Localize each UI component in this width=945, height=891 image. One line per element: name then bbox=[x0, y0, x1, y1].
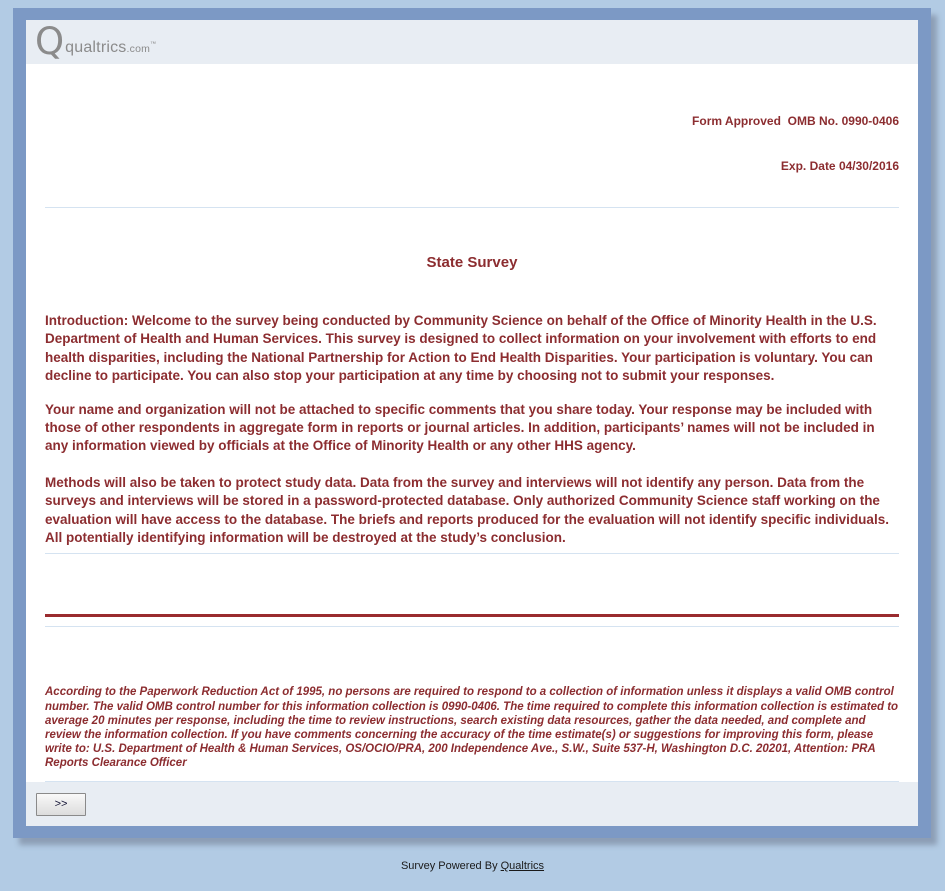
intro-paragraph-1: Introduction: Welcome to the survey being conducted by Community Science on behalf of the Office of Minority Health in the U.S. Department of Health and Human Services. This survey is designed to collect information on your involvement with efforts to end health disparities, including the National Partnership for Action to End Health Disparities. Your participation is voluntary. You can decline to participate. You can also stop your participation at any time by choosing not to submit your responses. bbox=[45, 313, 877, 384]
page-title: State Survey bbox=[426, 254, 518, 271]
qualtrics-logo-text: qualtrics.com™ bbox=[65, 38, 157, 56]
divider-light-2 bbox=[45, 626, 899, 627]
divider-header bbox=[45, 207, 899, 208]
survey-frame bbox=[13, 8, 931, 838]
form-approval-line2: Exp. Date 04/30/2016 bbox=[780, 159, 899, 173]
qualtrics-logo-tld: .com bbox=[126, 42, 151, 55]
footer-band bbox=[26, 782, 918, 826]
divider-red bbox=[45, 614, 899, 617]
intro-paragraph-3: Methods will also be taken to protect study data. Data from the survey and interviews will not identify any person. Data from the surveys and interviews will be stored in a password-protected database. Only authorized Community Science staff working on the evaluation will have access to the database. The briefs and reports produced for the evaluation will not identify specific individuals. All potentially identifying information will be destroyed at the study’s conclusion. bbox=[45, 474, 889, 546]
intro-paragraph-2: Your name and organization will not be attached to specific comments that you share today. Your response may be included with those of other respondents in aggregate form in reports or journal articles. In addition, participants’ names will not be included in any information viewed by officials at the Office of Minority Health or any other HHS agency. bbox=[45, 401, 875, 454]
qualtrics-logo bbox=[35, 20, 157, 64]
qualtrics-link[interactable]: Qualtrics bbox=[500, 860, 545, 872]
trademark-icon: ™ bbox=[150, 41, 157, 48]
form-approval-line1: Form Approved OMB No. 0990-0406 bbox=[692, 114, 899, 128]
page-background bbox=[0, 8, 945, 891]
pra-notice: According to the Paperwork Reduction Act of 1995, no persons are required to respond to a collection of information unless it displays a valid OMB control number. The valid OMB control number for this information collection is 0990-0406. The time required to complete this information collection is estimated to average 20 minutes per response, including the time to review instructions, search existing data resources, gather the data needed, and complete and review the information collection. If you have comments concerning the accuracy of the time estimate(s) or suggestions for improving this form, please write to: U.S. Department of Health & Human Services, OS/OCIO/PRA, 200 Independence Ave., S.W., Suite 537-H, Washington D.C. 20201, Attention: PRA Reports Clearance Officer bbox=[45, 686, 899, 770]
next-button[interactable]: >> bbox=[36, 793, 86, 816]
header-band bbox=[26, 20, 918, 64]
powered-by-text: Survey Powered By bbox=[400, 860, 501, 872]
powered-by bbox=[0, 860, 945, 872]
survey-card bbox=[26, 20, 918, 826]
blank-question-area bbox=[45, 554, 899, 614]
form-approval bbox=[45, 84, 899, 204]
qualtrics-q-icon: Q bbox=[35, 20, 65, 64]
survey-content bbox=[26, 64, 918, 782]
